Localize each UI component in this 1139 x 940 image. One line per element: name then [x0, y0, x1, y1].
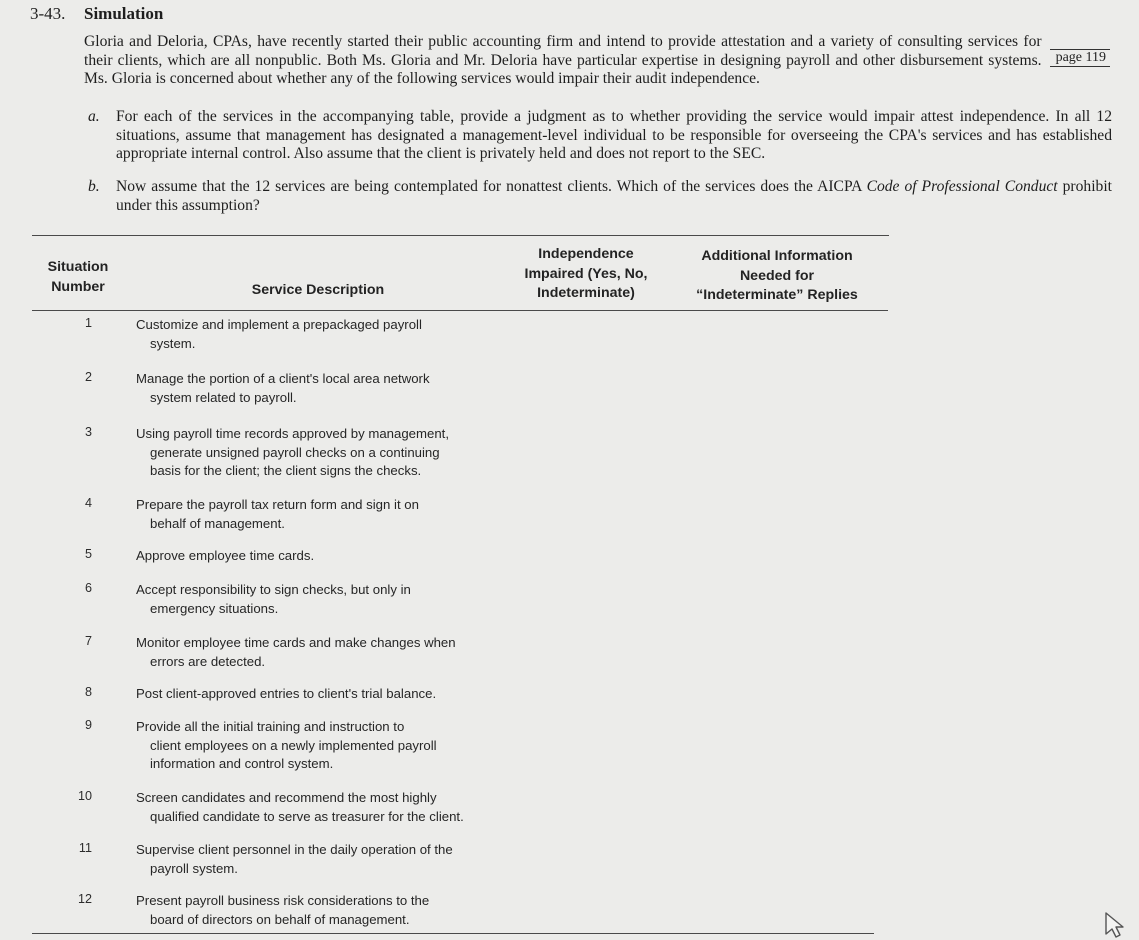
header-situation-number: [34, 258, 122, 297]
table-header-rule: [32, 310, 888, 311]
problem-number: 3-43.: [30, 4, 66, 23]
part-b-code-title: Code of Professional Conduct: [866, 178, 1058, 195]
description-line-1: Using payroll time records approved by management,: [136, 426, 449, 441]
service-description: [136, 581, 516, 618]
description-line-1: Present payroll business risk considerations to the: [136, 893, 430, 908]
service-description: [136, 789, 516, 826]
part-b-text-start: Now assume that the 12 services are being contemplated for nonattest clients. Which of the services does the AICPA: [116, 178, 867, 195]
description-line-3: information and control system.: [150, 756, 334, 771]
description-line-1: Customize and implement a prepackaged payroll: [136, 317, 422, 332]
situation-number: 9: [84, 718, 92, 732]
table-top-rule: [32, 235, 889, 236]
situation-number: 10: [77, 789, 92, 803]
description-line-1: Post client-approved entries to client's trial balance.: [136, 686, 437, 701]
part-a: [88, 108, 1112, 164]
description-line-2: board of directors on behalf of management.: [150, 911, 410, 927]
table-bottom-rule: [32, 933, 874, 934]
service-description: [136, 892, 516, 929]
header-additional-information: [672, 247, 882, 306]
description-line-1: Supervise client personnel in the daily operation of the: [136, 842, 453, 857]
part-b: [88, 178, 1112, 215]
header-independence-impaired: [506, 245, 666, 304]
intro-text: Gloria and Deloria, CPAs, have recently started their public accounting firm and intend to provide attestation and a variety of consulting services for their clients, which are all nonpublic. Both Ms. Gloria and Mr. Deloria have particular expertise in designing payroll and other disbursement systems. Ms. Gloria is concerned about whether any of the following services would impair their audit independence.: [84, 33, 1042, 87]
service-description: [136, 316, 516, 353]
service-description: [136, 718, 516, 774]
description-line-2: system related to payroll.: [150, 389, 297, 405]
header-independence-line-2: Impaired (Yes, No,: [524, 265, 648, 282]
part-a-label: a.: [88, 108, 100, 125]
problem-title: Simulation: [84, 4, 164, 23]
part-b-label: b.: [88, 178, 100, 195]
situation-number: 2: [84, 370, 92, 384]
header-additional-line-1: Additional Information: [701, 248, 853, 264]
header-independence-line-1: Independence: [538, 246, 634, 262]
part-b-text-end: prohibit under this assumption?: [116, 178, 1112, 214]
description-line-2: client employees on a newly implemented payroll: [150, 737, 437, 753]
header-independence-line-3: Indeterminate): [537, 285, 635, 301]
cursor-icon: [1100, 910, 1130, 940]
service-description: [136, 685, 516, 704]
description-line-2: behalf of management.: [150, 515, 285, 531]
service-description: [136, 634, 516, 671]
description-line-2: errors are detected.: [150, 653, 266, 669]
description-line-2: generate unsigned payroll checks on a continuing: [150, 444, 440, 460]
situation-number: 8: [84, 685, 92, 699]
service-description: [136, 841, 516, 878]
description-line-1: Monitor employee time cards and make changes when: [136, 635, 456, 650]
description-line-1: Prepare the payroll tax return form and sign it on: [136, 497, 419, 512]
service-description: [136, 496, 516, 533]
header-situation-line-1: Situation: [47, 259, 109, 275]
problem-intro: [84, 33, 1114, 89]
description-line-2: payroll system.: [150, 860, 238, 876]
service-description: [136, 547, 516, 566]
description-line-2: system.: [150, 335, 196, 351]
page-reference: page 119: [1050, 49, 1110, 67]
part-a-text: For each of the services in the accompanying table, provide a judgment as to whether providing the service would impair attest independence. In all 12 situations, assume that management has designated a management-level individual to be responsible for overseeing the CPA's services and has established appropriate internal control. Also assume that the client is privately held and does not report to the SEC.: [116, 108, 1112, 162]
description-line-2: qualified candidate to serve as treasurer for the client.: [150, 808, 464, 824]
header-additional-line-2: Needed for: [739, 267, 815, 284]
situation-number: 3: [84, 425, 92, 439]
situation-number: 6: [84, 581, 92, 595]
service-description: [136, 425, 516, 481]
situation-number: 5: [84, 547, 92, 561]
situation-number: 7: [84, 634, 92, 648]
description-line-1: Manage the portion of a client's local area network: [136, 371, 430, 386]
part-b-text: [116, 178, 1112, 215]
description-line-3: basis for the client; the client signs the checks.: [150, 463, 422, 478]
situation-number: 4: [84, 496, 92, 510]
situation-number: 12: [77, 892, 92, 906]
header-additional-line-3: “Indeterminate” Replies: [696, 287, 858, 303]
description-line-1: Accept responsibility to sign checks, but only in: [136, 582, 411, 597]
service-description: [136, 370, 516, 407]
header-situation-line-2: Number: [51, 278, 105, 295]
description-line-1: Provide all the initial training and instruction to: [136, 719, 405, 734]
description-line-1: Approve employee time cards.: [136, 548, 315, 563]
situation-number: 1: [84, 316, 92, 330]
situation-number: 11: [78, 841, 92, 855]
description-line-2: emergency situations.: [150, 600, 279, 616]
header-service-description: Service Description: [251, 282, 385, 298]
description-line-1: Screen candidates and recommend the most highly: [136, 790, 437, 805]
